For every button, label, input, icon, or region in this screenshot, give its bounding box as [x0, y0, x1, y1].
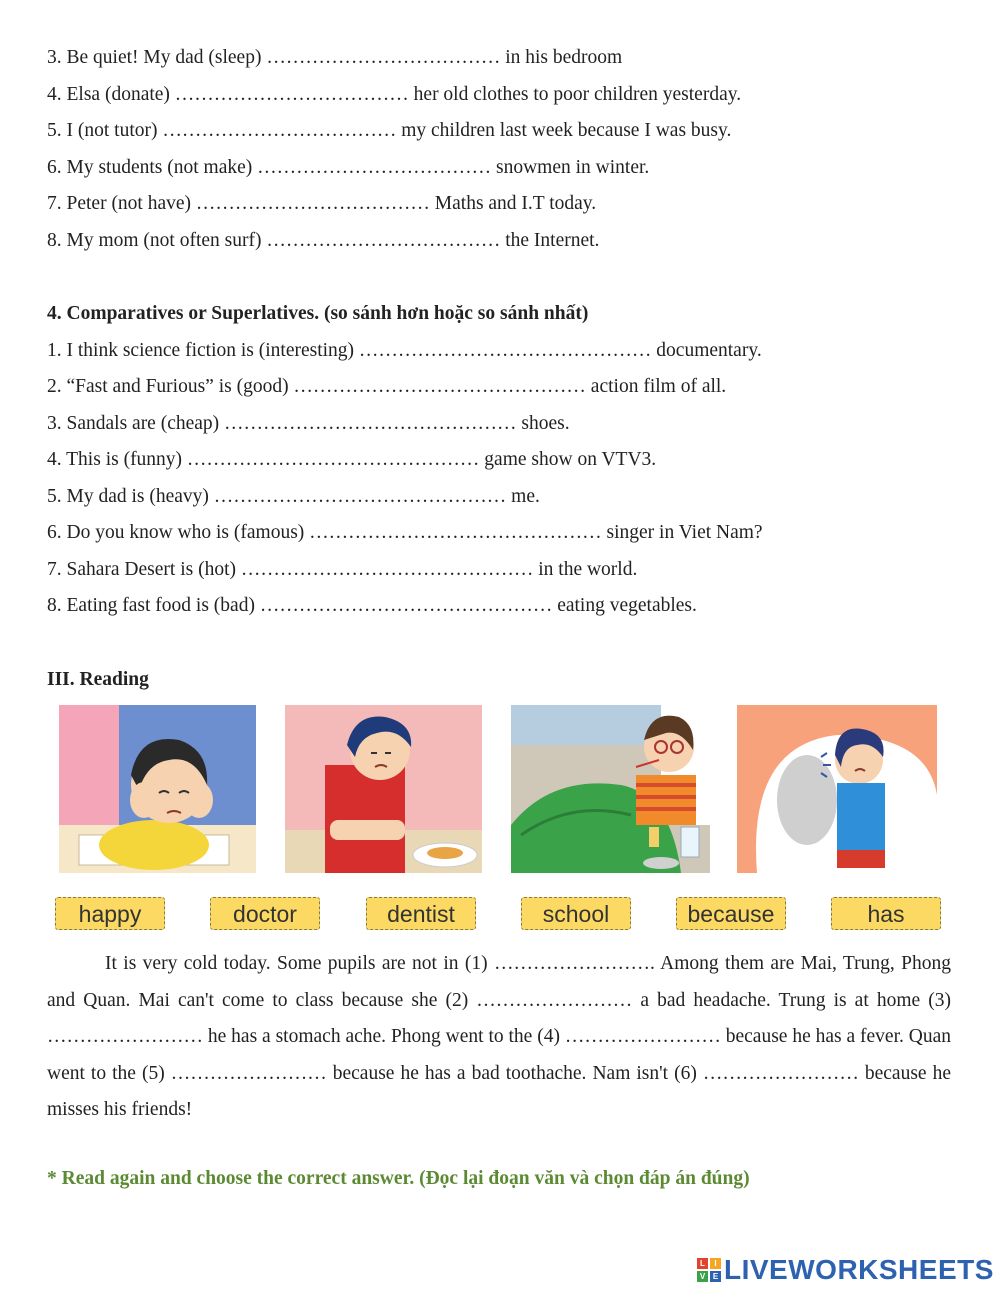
logo-grid-icon	[697, 1258, 721, 1282]
exercise-3-item-4: 4. Elsa (donate) ……………………………… her old clothes to poor children yesterday.	[47, 84, 742, 105]
stomach-ache-illustration	[285, 705, 482, 873]
logo-letter-l: L	[697, 1258, 708, 1269]
exercise-3-item-7: 7. Peter (not have) ……………………………… Maths and I.T today.	[47, 193, 597, 214]
section-4-heading: 4. Comparatives or Superlatives. (so sánh hơn hoặc so sánh nhất)	[47, 303, 589, 324]
exercise-4-item-7: 7. Sahara Desert is (hot) ……………………………………… in the world.	[47, 559, 638, 580]
exercise-4-item-5: 5. My dad is (heavy) ……………………………………… me.	[47, 486, 540, 507]
exercise-4-item-8: 8. Eating fast food is (bad) ……………………………………… eating vegetables.	[47, 595, 697, 616]
logo-letter-i: I	[710, 1258, 721, 1269]
liveworksheets-logo	[697, 1253, 994, 1287]
word-box-school[interactable]: school	[521, 897, 631, 930]
exercise-4-item-6: 6. Do you know who is (famous) ……………………………………… singer in Viet Nam?	[47, 522, 763, 543]
logo-letter-v: V	[697, 1271, 708, 1282]
headache-illustration	[59, 705, 256, 873]
exercise-4-item-3: 3. Sandals are (cheap) ……………………………………… shoes.	[47, 413, 570, 434]
exercise-3-item-3: 3. Be quiet! My dad (sleep) ……………………………… in his bedroom	[47, 47, 623, 68]
word-box-happy[interactable]: happy	[55, 897, 165, 930]
exercise-4-item-1: 1. I think science fiction is (interesting) ……………………………………… documentary.	[47, 340, 762, 361]
fever-illustration	[511, 705, 710, 873]
exercise-4-item-2: 2. “Fast and Furious” is (good) ……………………………………… action film of all.	[47, 376, 727, 397]
reading-instruction: * Read again and choose the correct answer. (Đọc lại đoạn văn và chọn đáp án đúng)	[47, 1168, 750, 1189]
exercise-3-item-5: 5. I (not tutor) ……………………………… my children last week because I was busy.	[47, 120, 732, 141]
reading-paragraph	[47, 946, 951, 1129]
exercise-3-item-6: 6. My students (not make) ……………………………… snowmen in winter.	[47, 157, 650, 178]
reading-heading: III. Reading	[47, 669, 149, 690]
word-box-because[interactable]: because	[676, 897, 786, 930]
word-box-has[interactable]: has	[831, 897, 941, 930]
reading-paragraph-text: It is very cold today. Some pupils are not in (1) ……………………. Among them are Mai, Trung, Phong and Quan. Mai can't come to class because she (2) …………………… a bad headache. Trung is at home (3) …………………… he has a stomach ache. Phong went to the (4) …………………… because he has a fever. Quan went to the (5) …………………… because he has a bad toothache. Nam isn't (6) …………………… because he misses his friends!	[47, 953, 951, 1121]
word-box-dentist[interactable]: dentist	[366, 897, 476, 930]
exercise-4-item-4: 4. This is (funny) ……………………………………… game show on VTV3.	[47, 449, 657, 470]
logo-text: LIVEWORKSHEETS	[724, 1254, 994, 1285]
word-box-doctor[interactable]: doctor	[210, 897, 320, 930]
logo-letter-e: E	[710, 1271, 721, 1282]
toothache-illustration	[737, 705, 937, 873]
exercise-3-item-8: 8. My mom (not often surf) ……………………………… the Internet.	[47, 230, 600, 251]
